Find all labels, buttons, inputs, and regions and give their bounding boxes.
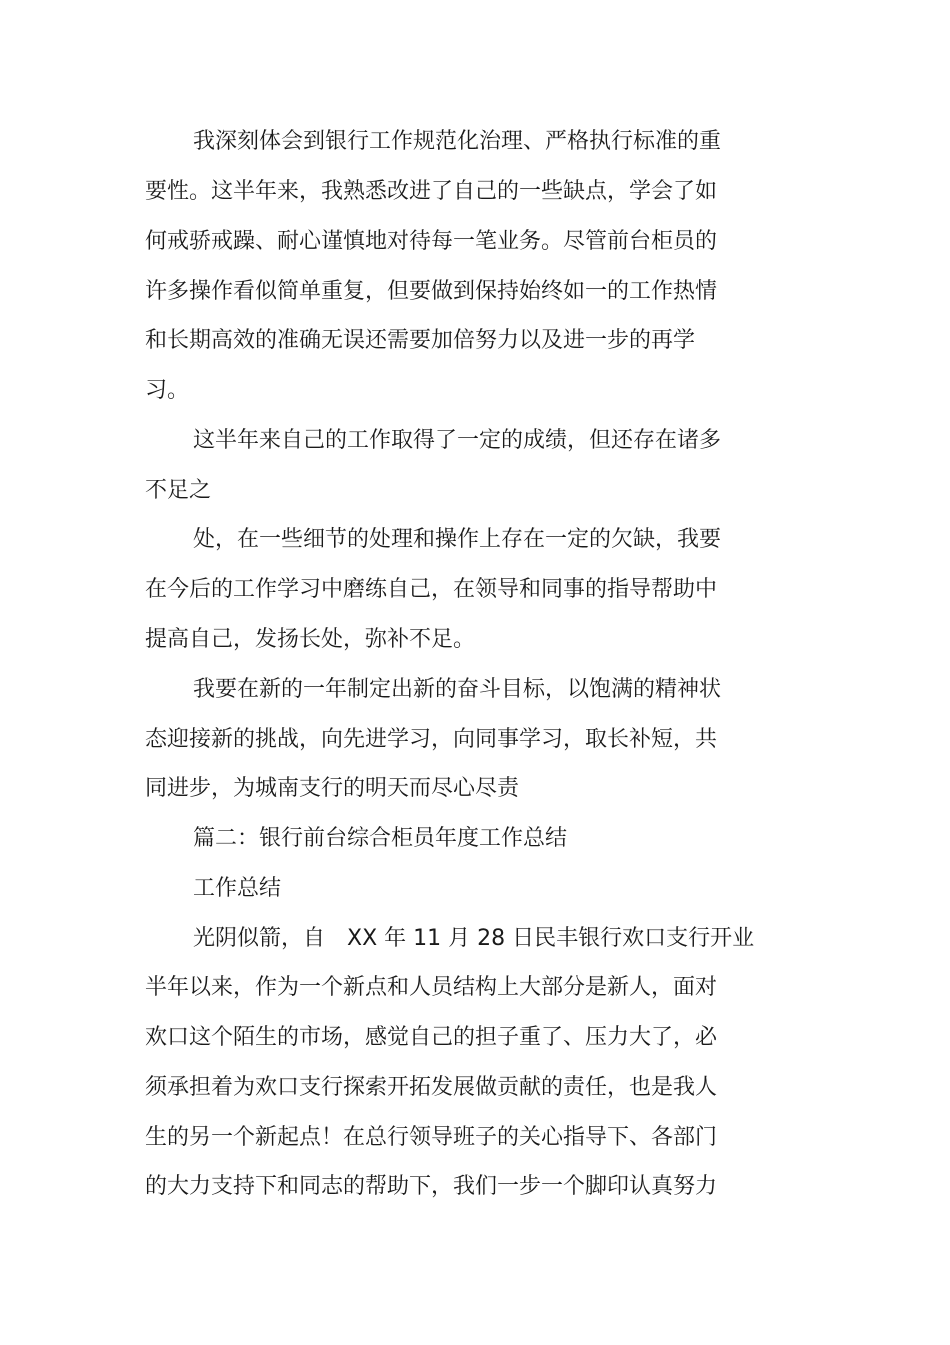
text-line: 习。	[145, 378, 190, 403]
text-line: 这半年来自己的工作取得了一定的成绩，但还存在诸多	[193, 428, 722, 453]
text-line: 同进步，为城南支行的明天而尽心尽责	[145, 776, 520, 801]
text-line: 态迎接新的挑战，向先进学习，向同事学习，取长补短，共	[145, 727, 718, 752]
section-subheading: 工作总结	[193, 876, 282, 901]
text-line: 不足之	[145, 478, 212, 503]
text-line: 和长期高效的准确无误还需要加倍努力以及进一步的再学	[145, 328, 696, 353]
text-line: 何戒骄戒躁、耐心谨慎地对待每一笔业务。尽管前台柜员的	[145, 229, 718, 254]
text-line: 生的另一个新起点！在总行领导班子的关心指导下、各部门	[145, 1125, 718, 1150]
text-line: 须承担着为欢口支行探索开拓发展做贡献的责任，也是我人	[145, 1075, 718, 1100]
text-line: 提高自己，发扬长处，弥补不足。	[145, 627, 476, 652]
text-line: 我深刻体会到银行工作规范化治理、严格执行标准的重	[193, 129, 722, 154]
text-line: 在今后的工作学习中磨练自己，在领导和同事的指导帮助中	[145, 577, 718, 602]
text-line: 欢口这个陌生的市场，感觉自己的担子重了、压力大了，必	[145, 1025, 718, 1050]
text-line: 半年以来，作为一个新点和人员结构上大部分是新人，面对	[145, 975, 718, 1000]
text-line: 的大力支持下和同志的帮助下，我们一步一个脚印认真努力	[145, 1174, 718, 1199]
text-line: 许多操作看似简单重复，但要做到保持始终如一的工作热情	[145, 279, 718, 304]
section-heading: 篇二：银行前台综合柜员年度工作总结	[193, 826, 568, 851]
text-line: 光阴似箭，自 XX 年 11 月 28 日民丰银行欢口支行开业	[193, 926, 755, 951]
text-line: 处，在一些细节的处理和操作上存在一定的欠缺，我要	[193, 527, 722, 552]
text-line: 要性。这半年来，我熟悉改进了自己的一些缺点，学会了如	[145, 179, 718, 204]
text-line: 我要在新的一年制定出新的奋斗目标，以饱满的精神状	[193, 677, 722, 702]
